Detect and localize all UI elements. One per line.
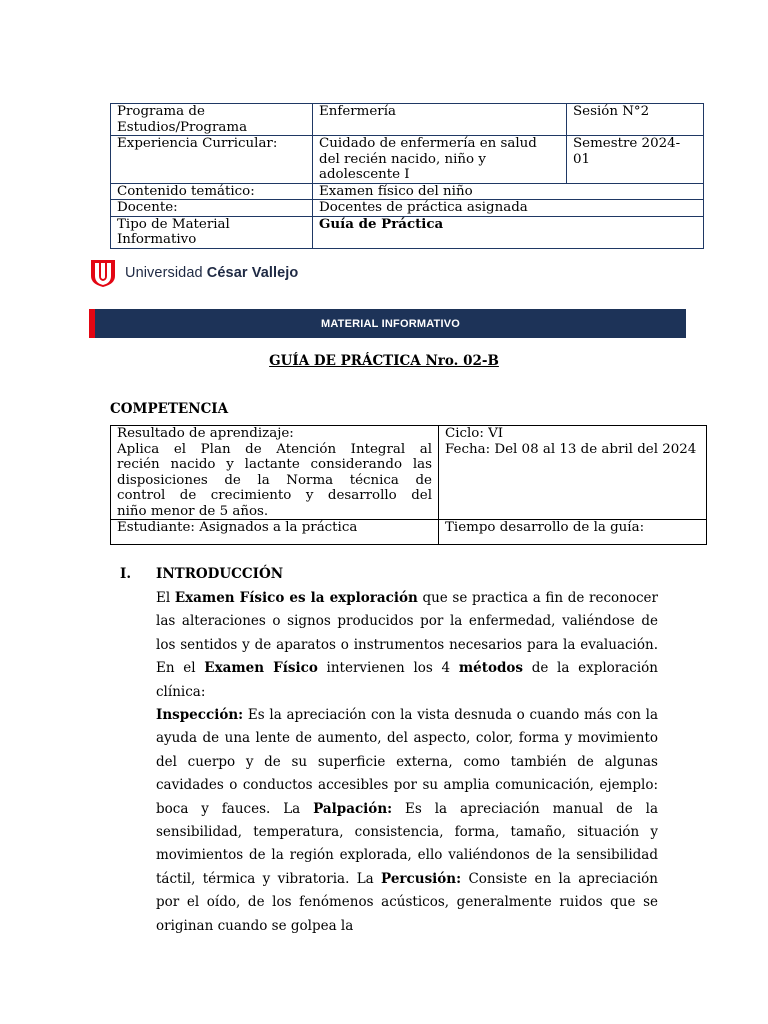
ciclo-value: Ciclo: VI (445, 426, 504, 441)
material-banner (89, 309, 686, 338)
ucv-shield-icon (90, 259, 116, 288)
table-row (111, 104, 704, 136)
table-row (111, 183, 704, 200)
table-row (111, 426, 707, 520)
resultado-line: disposiciones de la Norma técnica de (117, 472, 432, 488)
guide-title: GUÍA DE PRÁCTICA Nro. 02-B (269, 353, 499, 369)
section-number: I. (120, 566, 132, 582)
resultado-label: Resultado de aprendizaje: (117, 426, 294, 441)
sesion-value: Sesión N°2 (567, 104, 704, 136)
resultado-line: niño menor de 5 años. (117, 503, 269, 519)
section-heading (120, 566, 283, 582)
tiempo-cell: Tiempo desarrollo de la guía: (439, 520, 707, 545)
programa-label: Programa de Estudios/Programa (111, 104, 313, 136)
table-row (111, 520, 707, 545)
table-row (111, 200, 704, 217)
ciclo-fecha-cell (439, 426, 707, 520)
fecha-value: Fecha: Del 08 al 13 de abril del 2024 (445, 441, 697, 457)
table-row (111, 136, 704, 184)
contenido-value: Examen físico del niño (313, 183, 704, 200)
paragraph: El Examen Físico es la exploración que se practica a fin de reconocer las alteraciones o signos producidos por la enfermedad, valiéndose de los sentidos y de aparatos o instrumentos necesarios para la evaluación. En el Examen Físico intervienen los 4 métodos de la exploración clínica: (156, 590, 659, 700)
programa-value: Enfermería (313, 104, 567, 136)
tipo-value: Guía de Práctica (313, 216, 704, 248)
paragraph: Inspección: Es la apreciación con la vista desnuda o cuando más con la ayuda de una lente de aumento, del aspecto, color, forma y movimiento del cuerpo y de su superficie externa, como también de algunas cavidades o conductos accesibles por su amplia comunicación, ejemplo: boca y fauces. La Palpación: Es la apreciación manual de la sensibilidad, temperatura, consistencia, forma, tamaño, situación y movimientos de la región explorada, ello valiéndonos de la sensibilidad táctil, térmica y vibratoria. La Percusión: Consiste en la apreciación por el oído, de los fenómenos acústicos, generalmente ruidos que se originan cuando se golpea la (156, 707, 658, 934)
docente-label: Docente: (111, 200, 313, 217)
estudiante-cell: Estudiante: Asignados a la práctica (111, 520, 439, 545)
logo-text: Universidad César Vallejo (125, 265, 299, 281)
course-info-table (110, 103, 704, 249)
experiencia-value: Cuidado de enfermería en salud del recién nacido, niño y adolescente I (313, 136, 567, 184)
resultado-line: control de crecimiento y desarrollo del (117, 488, 432, 503)
competence-table (110, 425, 707, 545)
docente-value: Docentes de práctica asignada (313, 200, 704, 217)
tipo-label: Tipo de Material Informativo (111, 216, 313, 248)
semestre-value: Semestre 2024-01 (567, 136, 704, 184)
competencia-heading: COMPETENCIA (110, 401, 229, 417)
resultado-cell (111, 426, 439, 520)
table-row (111, 216, 704, 248)
banner-text: MATERIAL INFORMATIVO (320, 317, 461, 330)
university-logo (90, 258, 298, 288)
resultado-line: recién nacido y lactante considerando las (117, 457, 432, 472)
experiencia-label: Experiencia Curricular: (111, 136, 313, 184)
introduction-body (156, 587, 658, 938)
resultado-line: Aplica el Plan de Atención Integral al (117, 441, 432, 457)
section-title: INTRODUCCIÓN (156, 566, 284, 582)
contenido-label: Contenido temático: (111, 183, 313, 200)
